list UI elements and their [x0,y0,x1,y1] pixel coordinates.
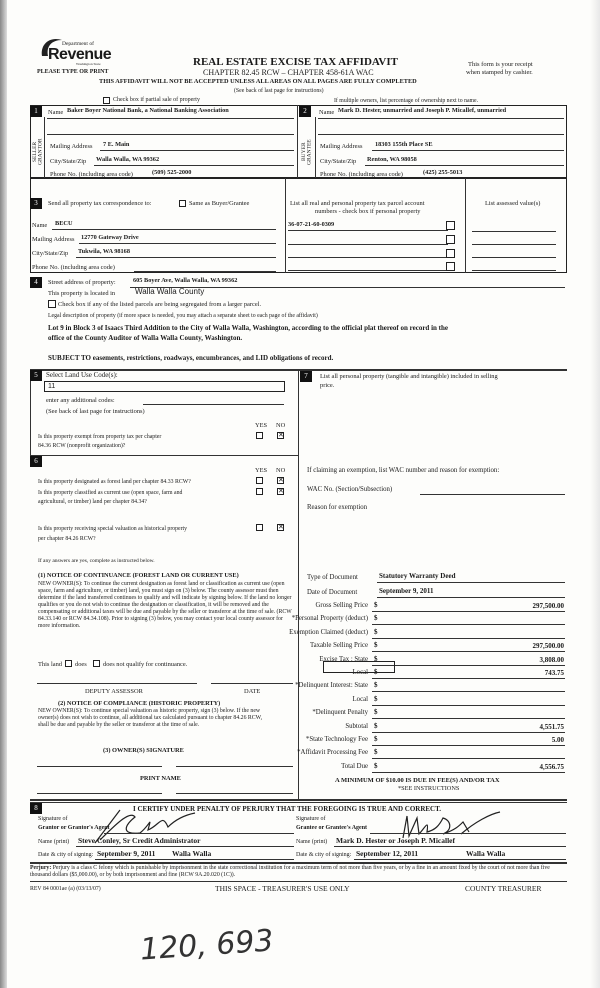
does-label: does [75,661,87,668]
fee-label: Local [352,669,368,676]
grantor-city[interactable]: Walla Walla [172,849,212,858]
currency-symbol: $ [374,681,378,690]
yes-header: YES [255,467,268,474]
historic-question-2: per chapter 84.26 RCW? [38,536,96,542]
label: Name [319,109,335,116]
fee-underline [372,745,565,746]
does-not-label: does not qualify for continuance. [103,661,188,668]
currency-symbol: $ [374,735,378,743]
date-label: DATE [244,688,261,695]
label: City/State/Zip [320,158,357,165]
form-title: REAL ESTATE EXCISE TAX AFFIDAVIT [193,56,398,68]
fee-underline [372,732,565,733]
personal-property-checkbox[interactable] [446,262,455,271]
owner-signature-label: (3) OWNER(S) SIGNATURE [103,747,184,754]
fee-label: Subtotal [345,722,368,730]
current-use-question-2: agricultural, or timber) land per chapter 84.34? [38,499,147,505]
form-subtitle: CHAPTER 82.45 RCW – CHAPTER 458-61A WAC [203,68,374,77]
currency-symbol: $ [374,694,378,703]
grantee-agent-label: Grantee or Grantee's Agent [296,825,368,831]
currency-symbol: $ [374,708,378,717]
seller-name[interactable]: Baker Boyer National Bank, a National Banking Association [67,107,229,114]
currency-symbol: $ [374,614,378,623]
personal-property-label: List all personal property (tangible and intangible) included in selling [320,373,498,380]
fee-value[interactable]: 4,556.75 [539,762,564,771]
exempt-question: Is this property exempt from property tax per chapter [38,434,162,440]
currency-symbol: $ [374,601,378,609]
historic-yes-checkbox[interactable] [256,524,263,531]
no-header: NO [276,422,286,429]
label: City/State/Zip [32,250,69,257]
notice-compliance-title: (2) NOTICE OF COMPLIANCE (HISTORIC PROPERTY) [58,700,221,707]
currency-symbol: $ [374,761,378,770]
tax-name[interactable]: BECU [55,220,73,227]
logo-top: Department of [62,41,94,47]
minimum-note: A MINIMUM OF $10.00 IS DUE IN FEE(S) AND/OR TAX [335,777,500,784]
label: Name (print) [38,839,70,845]
fee-underline [372,691,565,692]
label: Phone No. (including area code) [320,171,403,178]
treasurer-space: THIS SPACE - TREASURER'S USE ONLY [215,884,350,893]
local-code-box[interactable] [323,661,395,673]
label: Name (print) [296,839,328,845]
parcel-header: List all real and personal property tax parcel account [290,200,425,207]
fee-value[interactable]: 5.00 [551,736,564,744]
receipt-note-1: This form is your receipt [468,61,533,68]
segregated-checkbox[interactable] [48,300,56,308]
does-not-checkbox[interactable] [93,660,100,667]
multiple-owners-note: If multiple owners, list percentage of ownership next to name. [334,98,479,104]
document-type[interactable]: Statutory Warranty Deed [379,572,456,580]
section-number-2: 2 [299,106,311,117]
personal-property-checkbox[interactable] [446,249,455,258]
label: Phone No. (including area code) [32,264,115,271]
personal-property-checkbox[interactable] [446,235,455,244]
legal-description-2: office of the County Auditor of Walla Walla County, Washington. [48,334,243,342]
label: Signature of [38,816,68,822]
currency-symbol: $ [374,654,378,663]
subject-to: SUBJECT TO easements, restrictions, roadways, encumbrances, and LID obligations of record. [48,354,334,362]
land-use-label: Select Land Use Code(s): [46,371,118,379]
section-number-7: 7 [300,371,312,382]
located-label: This property is located in [48,290,116,297]
legal-description-label: Legal description of property (if more space is needed, you may attach a separate sheet to each page of the affidavit) [48,313,318,319]
personal-property-label-2: price. [320,382,335,389]
currency-symbol: $ [374,668,378,676]
fee-value[interactable]: 297,500.00 [532,602,564,610]
logo-sub: Washington State [76,62,101,66]
seller-phone[interactable]: (509) 525-2000 [152,169,192,176]
section-number-3: 3 [30,198,42,209]
currency-symbol: $ [374,641,378,650]
partial-sale-label: Check box if partial sale of property [113,97,200,103]
fee-label: Excise Tax : State [319,655,368,663]
section-number-8: 8 [30,803,42,814]
label: Mailing Address [320,143,363,150]
grantor-date[interactable]: September 9, 2011 [97,849,156,858]
perjury-bold: Perjury: [30,865,52,871]
label: Date & city of signing: [296,852,352,858]
fee-underline [372,624,565,625]
label: Name [48,109,64,116]
seller-city[interactable]: Walla Walla, WA 99362 [96,156,160,163]
seller-mailing-address[interactable]: 7 E. Main [103,141,130,148]
same-as-buyer-label: Same as Buyer/Grantee [189,200,250,207]
notice-continuance-title: (1) NOTICE OF CONTINUANCE (FOREST LAND OR CURRENT USE) [38,572,239,579]
buyer-mailing-address[interactable]: 18303 155th Place SE [375,141,433,148]
currency-symbol: $ [374,748,378,757]
section-number-5: 5 [30,370,42,381]
land-use-code-input[interactable] [44,381,285,392]
county-treasurer: COUNTY TREASURER [465,884,542,893]
reason-label: Reason for exemption [307,504,368,511]
buyer-phone[interactable]: (425) 255-5013 [423,169,463,176]
document-date[interactable]: September 9, 2011 [379,587,434,595]
fee-value[interactable]: 3,808.00 [539,655,564,664]
buyer-label: BUYER GRANTEE [301,139,313,165]
land-use-code: 11 [48,383,56,390]
notice-compliance-text: NEW OWNER(S): To continue special valuation as historic property, sign (3) below. If the new owner(s) does not wish to continue, all additional tax calculated pursuant to chapter 84.26 RCW, shall be due and payable by the seller or transferor at the time of sale. [38,708,263,728]
wac-label: WAC No. (Section/Subsection) [307,486,393,493]
fee-underline [372,772,565,773]
tax-mailing-address[interactable]: 12770 Gateway Drive [81,234,139,241]
forest-question: Is this property designated as forest land per chapter 84.33 RCW? [38,479,191,485]
fee-underline [372,651,565,652]
label: City/State/Zip [50,158,87,165]
label: Date & city of signing: [38,852,94,858]
legal-description-1: Lot 9 in Block 3 of Isaacs Third Addition to the City of Walla Walla, Washington, according to the official plat thereof on record in the [48,324,448,332]
street-label: Street address of property: [48,279,116,286]
notice-continuance-text: NEW OWNER(S): To continue the current designation as forest land or classification as current use (open space, farm and agriculture, or timber) land, you must sign on (3) below. The county assessor must then determine if the land transferred continues to qualify and will indicate by signing below. If the land no longer qualifies or you do not wish to continue the designation or classification, it will be removed and the compensating or additional taxes will be due and payable by the seller or transferor at the time of sale. (RCW 84.33.140 or RCW 84.34.108). Prior to signing (3) below, you may contact your local county assessor for more information. [38,581,292,629]
same-as-buyer-checkbox[interactable] [179,200,186,207]
see-back: (See back of last page for instructions) [234,88,324,94]
exempt-no-checkbox[interactable]: ✕ [278,431,284,439]
scan-edge-right [590,0,600,988]
partial-sale-checkbox[interactable] [103,97,110,104]
fee-label: *Delinquent Interest: State [295,682,368,690]
buyer-city[interactable]: Renton, WA 98058 [367,156,417,163]
assessed-header: List assessed value(s) [485,200,541,207]
fee-label: Taxable Selling Price [309,642,368,650]
send-correspondence-label: Send all property tax correspondence to: [48,200,152,207]
section-number-1: 1 [30,106,42,117]
buyer-name[interactable]: Mark D. Hester, unmarried and Joseph P. Micallef, unmarried [338,107,507,114]
currency-symbol: $ [374,627,378,636]
exemption-label: If claiming an exemption, list WAC number and reason for exemption: [307,467,500,474]
this-land-label: This land [38,661,62,668]
fee-underline [372,718,565,719]
label: Mailing Address [50,143,93,150]
grantee-name[interactable]: Mark D. Hester or Joseph P. Micallef [336,836,456,845]
parcel-number[interactable]: 36-07-21-60-0309 [288,221,335,228]
print-name-label: PRINT NAME [140,775,181,782]
label: Signature of [296,816,326,822]
fee-label: Gross Selling Price [315,602,368,609]
fee-label: Total Due [341,762,368,770]
please-print: PLEASE TYPE OR PRINT [37,69,109,75]
form-revision: REV 84 0001ae (a) (03/13/07) [30,886,101,892]
fee-value[interactable]: 4,551.75 [539,722,564,731]
label: Mailing Address [32,236,75,243]
deputy-assessor-label: DEPUTY ASSESSOR [85,688,143,695]
logo-main: Revenue [48,46,112,63]
additional-codes-label: enter any additional codes: [46,397,115,404]
yes-header: YES [255,422,268,429]
fee-underline [372,705,565,706]
current-use-yes-checkbox[interactable] [256,488,263,495]
doc-date-label: Date of Document [307,589,358,596]
property-county[interactable]: Walla Walla County [135,287,205,296]
currency-symbol: $ [374,721,378,730]
fee-underline [372,665,565,666]
fee-label: Exemption Claimed (deduct) [289,628,368,636]
fee-label: *Affidavit Processing Fee [297,749,368,757]
historic-no-checkbox[interactable]: ✕ [278,523,284,531]
fee-value[interactable]: 297,500.00 [532,642,564,651]
if-yes-note: If any answers are yes, complete as instructed below. [38,558,155,564]
section-number-6: 6 [30,456,42,467]
personal-property-checkbox[interactable] [446,221,455,230]
current-use-no-checkbox[interactable]: ✕ [278,487,284,495]
tax-city[interactable]: Tukwila, WA 98168 [78,248,130,255]
fee-value[interactable]: 743.75 [544,669,564,677]
does-checkbox[interactable] [65,660,72,667]
fee-label: *State Technology Fee [305,736,368,743]
fee-underline [372,758,565,759]
exempt-question-2: 84.36 RCW (nonprofit organization)? [38,443,126,449]
forest-no-checkbox[interactable]: ✕ [278,476,284,484]
perjury-text: Perjury is a class C felony which is punishable by imprisonment in the state correctional institution for a maximum term of not more than five years, or by a fine in an amount fixed by the court of not more than five thousand dollars ($5,000.00), or by both imprisonment and fine (RCW 9A.20.020 (1C)). [30,865,550,878]
current-use-question: Is this property classified as current use (open space, farm and [38,490,183,496]
label: Phone No. (including area code) [50,171,133,178]
fee-label: *Delinquent Penalty [312,709,368,717]
property-street-address[interactable]: 605 Boyer Ave, Walla Walla, WA 99362 [133,277,238,284]
see-instructions: *SEE INSTRUCTIONS [398,785,460,792]
fee-underline [372,611,565,612]
section-number-4: 4 [30,277,42,288]
warning-text: THIS AFFIDAVIT WILL NOT BE ACCEPTED UNLESS ALL AREAS ON ALL PAGES ARE FULLY COMPLETED [99,78,417,85]
doc-type-label: Type of Document [307,574,358,581]
fee-underline [372,678,565,679]
see-back-5: (See back of last page for instructions) [46,408,145,415]
historic-question: Is this property receiving special valuation as historical property [38,526,188,532]
segregated-label: Check box if any of the listed parcels are being segregated from a larger parcel. [58,301,262,308]
certify-statement: I CERTIFY UNDER PENALTY OF PERJURY THAT THE FOREGOING IS TRUE AND CORRECT. [133,805,442,813]
scan-edge [0,0,7,988]
grantee-date[interactable]: September 12, 2011 [356,849,419,858]
label: Name [32,222,48,229]
exempt-yes-checkbox[interactable] [256,432,263,439]
handwritten-number: 120, 693 [138,923,275,968]
parcel-header-2: numbers - check box if personal property [315,208,421,215]
forest-yes-checkbox[interactable] [256,477,263,484]
fee-label: Local [352,695,368,703]
fee-label: *Personal Property (deduct) [291,615,368,623]
seller-label: SELLER GRANTOR [32,138,44,166]
no-header: NO [276,467,286,474]
grantor-name[interactable]: Steve Conley, Sr Credit Administrator [78,836,201,845]
fee-underline [372,638,565,639]
grantor-agent-label: Grantor or Grantor's Agent [38,825,110,831]
grantee-city[interactable]: Walla Walla [466,849,506,858]
receipt-note-2: when stamped by cashier. [466,69,533,76]
